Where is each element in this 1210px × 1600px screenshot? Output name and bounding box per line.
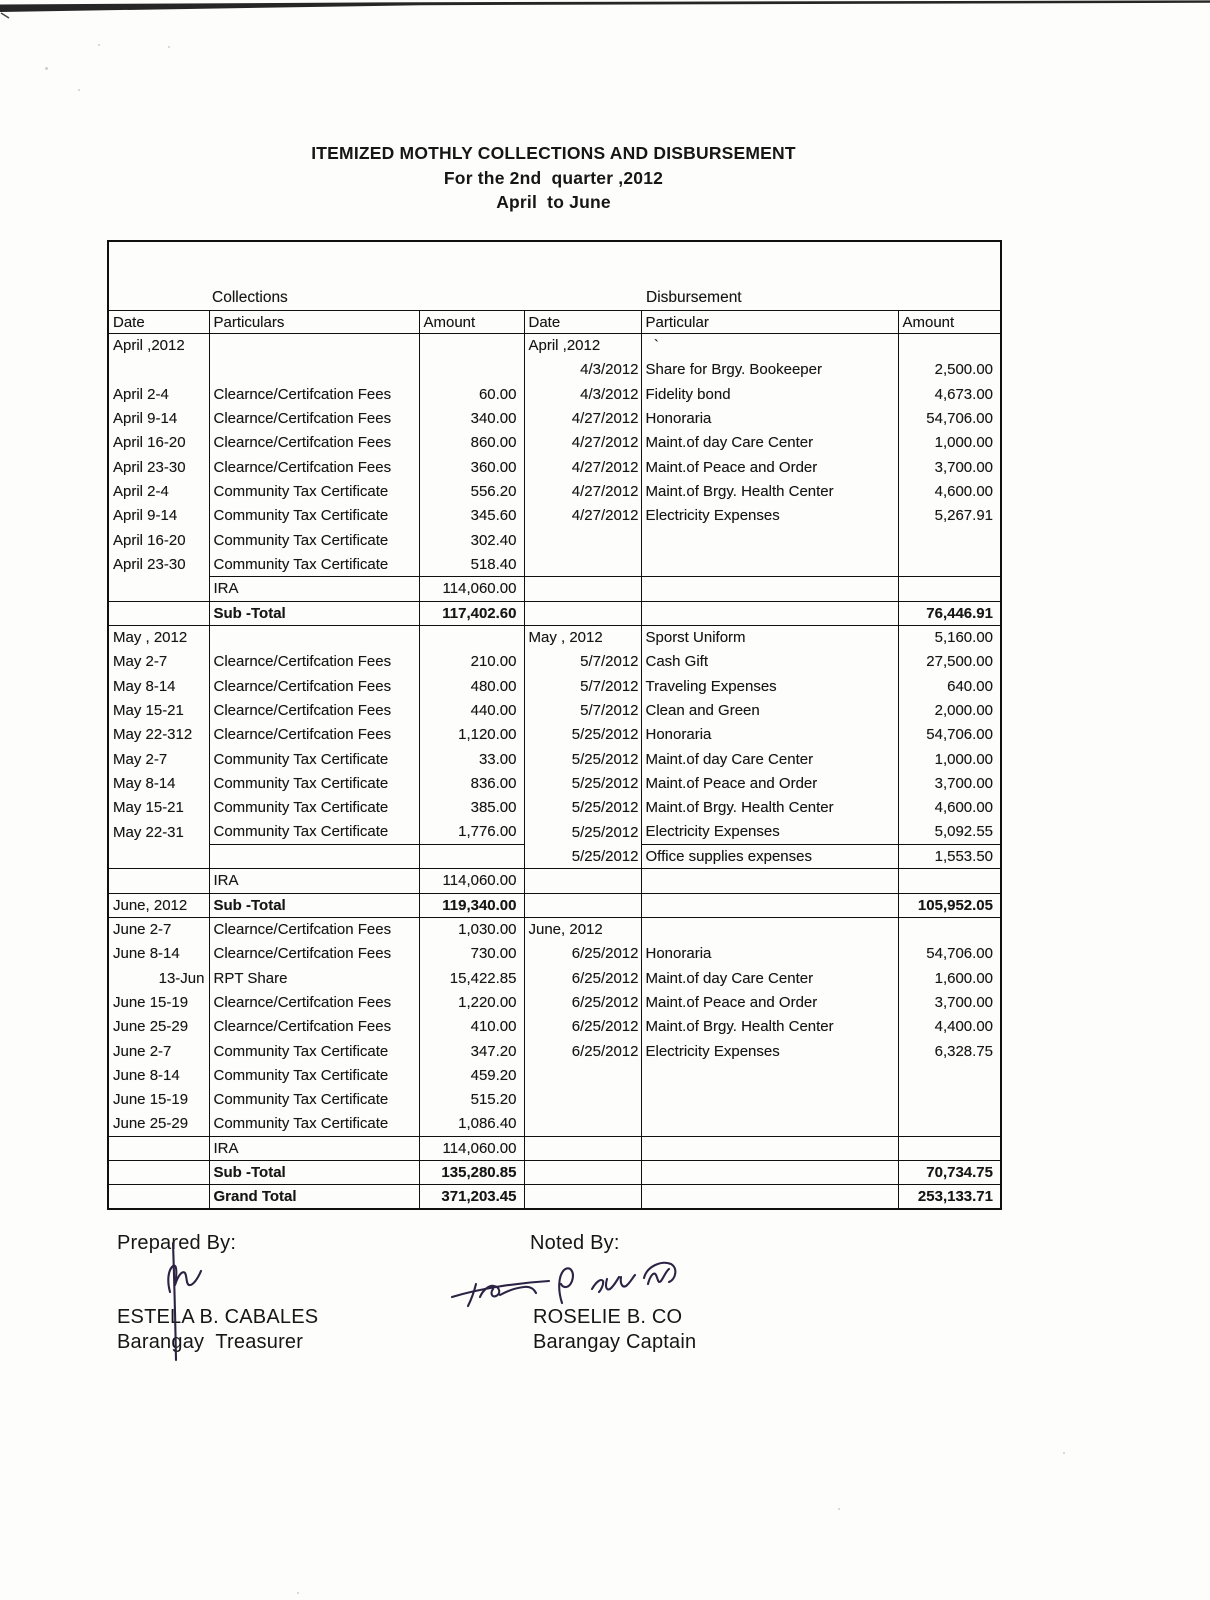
cell-amount-collections: 515.20	[419, 1088, 524, 1112]
prepared-by-label: Prepared By:	[117, 1232, 237, 1254]
cell-amount-collections: 210.00	[419, 650, 524, 674]
cell-particulars-collections: Clearnce/Certifcation Fees	[209, 455, 419, 479]
cell-amount-collections: 15,422.85	[419, 966, 524, 990]
scan-edge-artifact	[0, 0, 1210, 20]
cell-date-collections: May 2-7	[113, 653, 168, 671]
column-header-particulars-collections: Particulars	[209, 311, 419, 334]
cell-amount-collections: 730.00	[419, 942, 524, 966]
table-row	[108, 942, 1001, 966]
cell-particulars-collections: Clearnce/Certifcation Fees	[209, 382, 419, 406]
table-row	[108, 844, 1001, 868]
cell-amount-collections: 117,402.60	[419, 601, 524, 625]
cell-amount-collections	[419, 844, 524, 868]
cell-date-disbursement: 5/25/2012	[524, 723, 641, 747]
cell-particular-disbursement: `	[641, 334, 898, 358]
cell-amount-disbursement: 4,673.00	[898, 382, 1001, 406]
cell-particular-disbursement: Maint.of day Care Center	[641, 431, 898, 455]
document-subtitle-period: April to June	[496, 192, 611, 212]
cell-date-collections: May 15-21	[113, 702, 184, 720]
cell-amount-disbursement: 1,553.50	[898, 844, 1001, 868]
cell-particular-disbursement: Maint.of Peace and Order	[641, 771, 898, 795]
table-row	[108, 455, 1001, 479]
cell-particulars-collections: Clearnce/Certifcation Fees	[209, 674, 419, 698]
cell-particulars-collections: Clearnce/Certifcation Fees	[209, 406, 419, 430]
cell-amount-disbursement: 3,700.00	[898, 771, 1001, 795]
cell-amount-disbursement: 2,000.00	[898, 698, 1001, 722]
cell-particular-disbursement: Electricity Expenses	[641, 1039, 898, 1063]
signature-ink-overlay	[0, 1195, 760, 1375]
table-row	[108, 1136, 1001, 1160]
cell-particulars-collections: Clearnce/Certifcation Fees	[209, 990, 419, 1014]
cell-particular-disbursement: Share for Brgy. Bookeeper	[641, 358, 898, 382]
scan-speck	[45, 67, 48, 70]
table-row	[108, 990, 1001, 1014]
cell-amount-disbursement	[898, 577, 1001, 601]
cell-particular-disbursement: Fidelity bond	[641, 382, 898, 406]
table-row	[108, 650, 1001, 674]
cell-amount-disbursement	[898, 334, 1001, 358]
cell-particulars-collections: IRA	[209, 577, 419, 601]
cell-date-disbursement	[524, 1161, 641, 1185]
cell-particulars-collections: RPT Share	[209, 966, 419, 990]
cell-amount-disbursement: 253,133.71	[898, 1185, 1001, 1209]
cell-amount-disbursement	[898, 1112, 1001, 1136]
table-row	[108, 869, 1001, 893]
cell-particular-disbursement: Honoraria	[641, 406, 898, 430]
cell-amount-disbursement: 640.00	[898, 674, 1001, 698]
cell-date-collections: 13-Jun	[158, 969, 205, 987]
cell-date-disbursement: 4/27/2012	[524, 479, 641, 503]
cell-date-collections	[108, 1136, 209, 1160]
cell-particular-disbursement	[641, 528, 898, 552]
table-row	[108, 893, 1001, 917]
cell-particular-disbursement: Maint.of day Care Center	[641, 747, 898, 771]
cell-date-collections	[108, 869, 209, 893]
cell-date-disbursement	[524, 893, 641, 917]
cell-particular-disbursement: Office supplies expenses	[641, 844, 898, 868]
column-header-amount-disbursement: Amount	[898, 311, 1001, 334]
cell-amount-disbursement	[898, 1088, 1001, 1112]
cell-date-disbursement: 5/25/2012	[524, 747, 641, 771]
cell-amount-collections: 1,120.00	[419, 723, 524, 747]
group-header-band	[108, 241, 1001, 311]
cell-particulars-collections: IRA	[209, 1136, 419, 1160]
cell-amount-disbursement: 54,706.00	[898, 406, 1001, 430]
cell-amount-collections: 345.60	[419, 504, 524, 528]
cell-date-disbursement	[524, 1063, 641, 1087]
cell-amount-collections: 1,776.00	[419, 820, 524, 844]
cell-amount-disbursement: 6,328.75	[898, 1039, 1001, 1063]
cell-amount-collections: 119,340.00	[419, 893, 524, 917]
cell-particular-disbursement	[641, 601, 898, 625]
cell-date-disbursement	[524, 1088, 641, 1112]
collections-disbursement-table	[107, 240, 1000, 1210]
cell-particular-disbursement	[641, 1063, 898, 1087]
table-row	[108, 747, 1001, 771]
cell-particular-disbursement: Maint.of day Care Center	[641, 966, 898, 990]
cell-amount-disbursement: 105,952.05	[898, 893, 1001, 917]
cell-date-collections: June 15-19	[113, 1091, 189, 1109]
cell-amount-collections: 836.00	[419, 771, 524, 795]
scan-speck	[297, 1592, 299, 1594]
prepared-by-title: Barangay Treasurer	[117, 1331, 304, 1353]
table-row	[108, 771, 1001, 795]
cell-amount-collections: 114,060.00	[419, 869, 524, 893]
cell-particular-disbursement: Electricity Expenses	[641, 504, 898, 528]
cell-amount-disbursement	[898, 1136, 1001, 1160]
cell-amount-disbursement: 4,600.00	[898, 479, 1001, 503]
table-row	[108, 431, 1001, 455]
column-header-date-collections: Date	[108, 311, 209, 334]
table-row	[108, 334, 1001, 358]
cell-particulars-collections: Clearnce/Certifcation Fees	[209, 650, 419, 674]
scan-speck	[98, 44, 100, 46]
cell-date-collections	[108, 844, 209, 868]
cell-amount-collections: 340.00	[419, 406, 524, 430]
cell-date-disbursement	[524, 577, 641, 601]
cell-date-collections: April 16-20	[113, 531, 186, 549]
cell-date-collections: April 9-14	[113, 410, 178, 428]
cell-amount-collections	[419, 358, 524, 382]
cell-date-collections: April 9-14	[113, 507, 178, 525]
cell-particulars-collections: Clearnce/Certifcation Fees	[209, 917, 419, 941]
cell-particulars-collections: Clearnce/Certifcation Fees	[209, 698, 419, 722]
cell-particulars-collections: Community Tax Certificate	[209, 528, 419, 552]
cell-date-disbursement: 5/7/2012	[524, 650, 641, 674]
cell-amount-disbursement: 2,500.00	[898, 358, 1001, 382]
cell-amount-collections: 114,060.00	[419, 1136, 524, 1160]
table-row	[108, 625, 1001, 649]
cell-date-disbursement: 4/3/2012	[524, 358, 641, 382]
cell-date-collections: June 2-7	[108, 917, 209, 941]
cell-date-disbursement: June, 2012	[524, 917, 641, 941]
cell-particular-disbursement: Honoraria	[641, 942, 898, 966]
cell-amount-disbursement: 70,734.75	[898, 1161, 1001, 1185]
cell-particulars-collections: Clearnce/Certifcation Fees	[209, 942, 419, 966]
cell-date-collections: June 25-29	[113, 1018, 189, 1036]
scan-speck	[78, 89, 80, 91]
cell-date-collections: April 16-20	[113, 434, 186, 452]
cell-date-disbursement: 6/25/2012	[524, 942, 641, 966]
cell-particular-disbursement: Maint.of Peace and Order	[641, 455, 898, 479]
cell-particular-disbursement	[641, 869, 898, 893]
cell-date-collections	[108, 358, 209, 382]
cell-date-disbursement	[524, 552, 641, 576]
cell-particulars-collections: Community Tax Certificate	[209, 479, 419, 503]
table-row	[108, 1161, 1001, 1185]
cell-amount-collections: 33.00	[419, 747, 524, 771]
cell-particulars-collections: Community Tax Certificate	[209, 1039, 419, 1063]
cell-particular-disbursement: Maint.of Brgy. Health Center	[641, 479, 898, 503]
cell-amount-collections: 410.00	[419, 1015, 524, 1039]
table-row	[108, 966, 1001, 990]
table-row	[108, 528, 1001, 552]
cell-amount-collections: 459.20	[419, 1063, 524, 1087]
cell-amount-collections: 347.20	[419, 1039, 524, 1063]
cell-date-disbursement: 4/27/2012	[524, 406, 641, 430]
cell-date-collections: April ,2012	[113, 337, 185, 355]
cell-particular-disbursement: Maint.of Brgy. Health Center	[641, 1015, 898, 1039]
cell-particulars-collections: Sub -Total	[209, 601, 419, 625]
cell-particular-disbursement	[641, 577, 898, 601]
cell-date-disbursement: April ,2012	[524, 334, 641, 358]
cell-date-collections: May 15-21	[113, 799, 184, 817]
column-header-particular-disbursement: Particular	[641, 311, 898, 334]
table-row	[108, 552, 1001, 576]
cell-particulars-collections	[209, 844, 419, 868]
cell-date-disbursement	[524, 528, 641, 552]
cell-date-disbursement: May , 2012	[524, 625, 641, 649]
cell-particular-disbursement	[641, 893, 898, 917]
scan-speck	[168, 46, 170, 48]
column-header-row	[108, 311, 1001, 334]
disbursement-group-header: Disbursement	[646, 289, 742, 306]
cell-particular-disbursement: Cash Gift	[641, 650, 898, 674]
cell-date-disbursement: 5/7/2012	[524, 698, 641, 722]
noted-by-label: Noted By:	[530, 1232, 620, 1254]
table-row	[108, 1039, 1001, 1063]
cell-particulars-collections: Sub -Total	[209, 893, 419, 917]
cell-amount-disbursement: 5,267.91	[898, 504, 1001, 528]
cell-date-collections: April 2-4	[113, 483, 169, 501]
cell-amount-disbursement	[898, 869, 1001, 893]
cell-particular-disbursement	[641, 1112, 898, 1136]
cell-particulars-collections: Community Tax Certificate	[209, 820, 419, 844]
cell-amount-collections: 360.00	[419, 455, 524, 479]
cell-date-collections: April 23-30	[113, 556, 186, 574]
table-row	[108, 479, 1001, 503]
table-row	[108, 698, 1001, 722]
cell-date-collections: May 22-31	[113, 823, 184, 841]
cell-amount-disbursement: 54,706.00	[898, 723, 1001, 747]
cell-date-disbursement	[524, 1136, 641, 1160]
cell-amount-disbursement: 5,160.00	[898, 625, 1001, 649]
cell-amount-collections	[419, 334, 524, 358]
cell-amount-disbursement: 27,500.00	[898, 650, 1001, 674]
cell-amount-disbursement: 1,600.00	[898, 966, 1001, 990]
noted-by-title: Barangay Captain	[533, 1331, 697, 1353]
cell-amount-collections: 371,203.45	[419, 1185, 524, 1209]
cell-particulars-collections	[209, 625, 419, 649]
cell-particular-disbursement: Clean and Green	[641, 698, 898, 722]
cell-date-disbursement: 5/25/2012	[524, 771, 641, 795]
cell-particular-disbursement	[641, 1088, 898, 1112]
cell-amount-disbursement: 76,446.91	[898, 601, 1001, 625]
cell-amount-collections: 302.40	[419, 528, 524, 552]
cell-date-disbursement: 4/27/2012	[524, 504, 641, 528]
cell-particulars-collections: Clearnce/Certifcation Fees	[209, 723, 419, 747]
cell-particulars-collections: Community Tax Certificate	[209, 504, 419, 528]
cell-particular-disbursement: Honoraria	[641, 723, 898, 747]
table-row	[108, 577, 1001, 601]
cell-date-collections	[108, 577, 209, 601]
cell-date-disbursement: 6/25/2012	[524, 990, 641, 1014]
table-row	[108, 1063, 1001, 1087]
cell-particular-disbursement	[641, 552, 898, 576]
prepared-by-name: ESTELA B. CABALES	[117, 1306, 319, 1328]
cell-date-collections: April 23-30	[113, 458, 186, 476]
cell-date-disbursement: 4/3/2012	[524, 382, 641, 406]
cell-date-collections	[108, 1161, 209, 1185]
prepared-by-signature-ink	[168, 1243, 201, 1360]
cell-particular-disbursement: Electricity Expenses	[641, 820, 898, 844]
cell-amount-disbursement: 1,000.00	[898, 747, 1001, 771]
cell-particulars-collections: Community Tax Certificate	[209, 747, 419, 771]
cell-particulars-collections	[209, 334, 419, 358]
cell-particulars-collections: Community Tax Certificate	[209, 1088, 419, 1112]
cell-date-collections: June, 2012	[108, 893, 209, 917]
cell-particulars-collections: Community Tax Certificate	[209, 771, 419, 795]
cell-amount-collections: 385.00	[419, 796, 524, 820]
cell-date-collections: May 2-7	[113, 750, 168, 768]
cell-date-collections	[108, 601, 209, 625]
group-header-row	[108, 241, 1001, 311]
cell-date-collections: June 15-19	[113, 994, 189, 1012]
cell-particulars-collections: Clearnce/Certifcation Fees	[209, 431, 419, 455]
cell-date-disbursement: 4/27/2012	[524, 455, 641, 479]
cell-amount-disbursement	[898, 528, 1001, 552]
table-row	[108, 796, 1001, 820]
collections-group-header: Collections	[212, 289, 288, 306]
table-row	[108, 1112, 1001, 1136]
cell-particular-disbursement: Maint.of Brgy. Health Center	[641, 796, 898, 820]
cell-amount-disbursement: 1,000.00	[898, 431, 1001, 455]
cell-date-disbursement	[524, 1112, 641, 1136]
cell-amount-collections: 1,220.00	[419, 990, 524, 1014]
table-row	[108, 406, 1001, 430]
cell-amount-collections: 518.40	[419, 552, 524, 576]
cell-amount-collections: 480.00	[419, 674, 524, 698]
cell-particulars-collections: IRA	[209, 869, 419, 893]
cell-amount-disbursement: 54,706.00	[898, 942, 1001, 966]
cell-particular-disbursement	[641, 917, 898, 941]
cell-date-collections: June 25-29	[113, 1115, 189, 1133]
cell-amount-collections: 860.00	[419, 431, 524, 455]
cell-particular-disbursement: Traveling Expenses	[641, 674, 898, 698]
table-row	[108, 723, 1001, 747]
table-row	[108, 1088, 1001, 1112]
cell-date-collections: May 8-14	[113, 677, 176, 695]
table-row	[108, 358, 1001, 382]
cell-date-disbursement: 5/25/2012	[524, 820, 641, 844]
cell-date-disbursement: 6/25/2012	[524, 1039, 641, 1063]
cell-date-disbursement: 5/25/2012	[524, 796, 641, 820]
table-row	[108, 820, 1001, 844]
title-block	[107, 141, 1000, 215]
document-title: ITEMIZED MOTHLY COLLECTIONS AND DISBURSEMENT	[311, 143, 796, 163]
cell-amount-collections: 60.00	[419, 382, 524, 406]
cell-amount-collections: 135,280.85	[419, 1161, 524, 1185]
cell-particulars-collections: Grand Total	[209, 1185, 419, 1209]
table-row	[108, 674, 1001, 698]
cell-particular-disbursement	[641, 1161, 898, 1185]
cell-amount-disbursement	[898, 1063, 1001, 1087]
cell-date-disbursement: 5/7/2012	[524, 674, 641, 698]
cell-amount-collections	[419, 625, 524, 649]
cell-amount-disbursement: 4,400.00	[898, 1015, 1001, 1039]
cell-date-collections: May 22-312	[113, 726, 193, 744]
table-row	[108, 382, 1001, 406]
noted-by-name: ROSELIE B. CO	[533, 1306, 683, 1328]
cell-amount-disbursement: 4,600.00	[898, 796, 1001, 820]
cell-amount-disbursement	[898, 552, 1001, 576]
cell-amount-disbursement: 5,092.55	[898, 820, 1001, 844]
cell-date-collections: June 2-7	[113, 1042, 172, 1060]
cell-date-collections: June 8-14	[113, 945, 180, 963]
cell-amount-collections: 1,030.00	[419, 917, 524, 941]
cell-particulars-collections: Community Tax Certificate	[209, 1063, 419, 1087]
cell-particulars-collections: Community Tax Certificate	[209, 552, 419, 576]
document-subtitle-quarter: For the 2nd quarter ,2012	[443, 167, 664, 188]
column-header-amount-collections: Amount	[419, 311, 524, 334]
cell-date-disbursement: 4/27/2012	[524, 431, 641, 455]
cell-date-disbursement: 6/25/2012	[524, 966, 641, 990]
scan-speck	[838, 1508, 840, 1510]
column-header-date-disbursement: Date	[524, 311, 641, 334]
cell-date-disbursement: 5/25/2012	[524, 844, 641, 868]
cell-amount-disbursement	[898, 917, 1001, 941]
cell-particular-disbursement: Sporst Uniform	[641, 625, 898, 649]
cell-date-collections: April 2-4	[113, 385, 169, 403]
scan-speck	[1063, 1452, 1065, 1454]
table-row	[108, 601, 1001, 625]
cell-date-disbursement	[524, 601, 641, 625]
table-row	[108, 917, 1001, 941]
cell-particulars-collections: Community Tax Certificate	[209, 796, 419, 820]
cell-amount-collections: 440.00	[419, 698, 524, 722]
cell-amount-collections: 1,086.40	[419, 1112, 524, 1136]
cell-particular-disbursement: Maint.of Peace and Order	[641, 990, 898, 1014]
cell-date-collections: May 8-14	[113, 775, 176, 793]
cell-particular-disbursement	[641, 1136, 898, 1160]
cell-particulars-collections: Sub -Total	[209, 1161, 419, 1185]
cell-amount-collections: 556.20	[419, 479, 524, 503]
table-row	[108, 504, 1001, 528]
cell-particulars-collections	[209, 358, 419, 382]
cell-particulars-collections: Community Tax Certificate	[209, 1112, 419, 1136]
cell-date-disbursement: 6/25/2012	[524, 1015, 641, 1039]
cell-amount-disbursement: 3,700.00	[898, 990, 1001, 1014]
cell-particulars-collections: Clearnce/Certifcation Fees	[209, 1015, 419, 1039]
cell-date-collections: June 8-14	[113, 1067, 180, 1084]
cell-date-collections: May , 2012	[108, 625, 209, 649]
table-row	[108, 1015, 1001, 1039]
noted-by-signature-ink	[452, 1263, 675, 1306]
cell-amount-collections: 114,060.00	[419, 577, 524, 601]
cell-date-disbursement	[524, 869, 641, 893]
cell-amount-disbursement: 3,700.00	[898, 455, 1001, 479]
